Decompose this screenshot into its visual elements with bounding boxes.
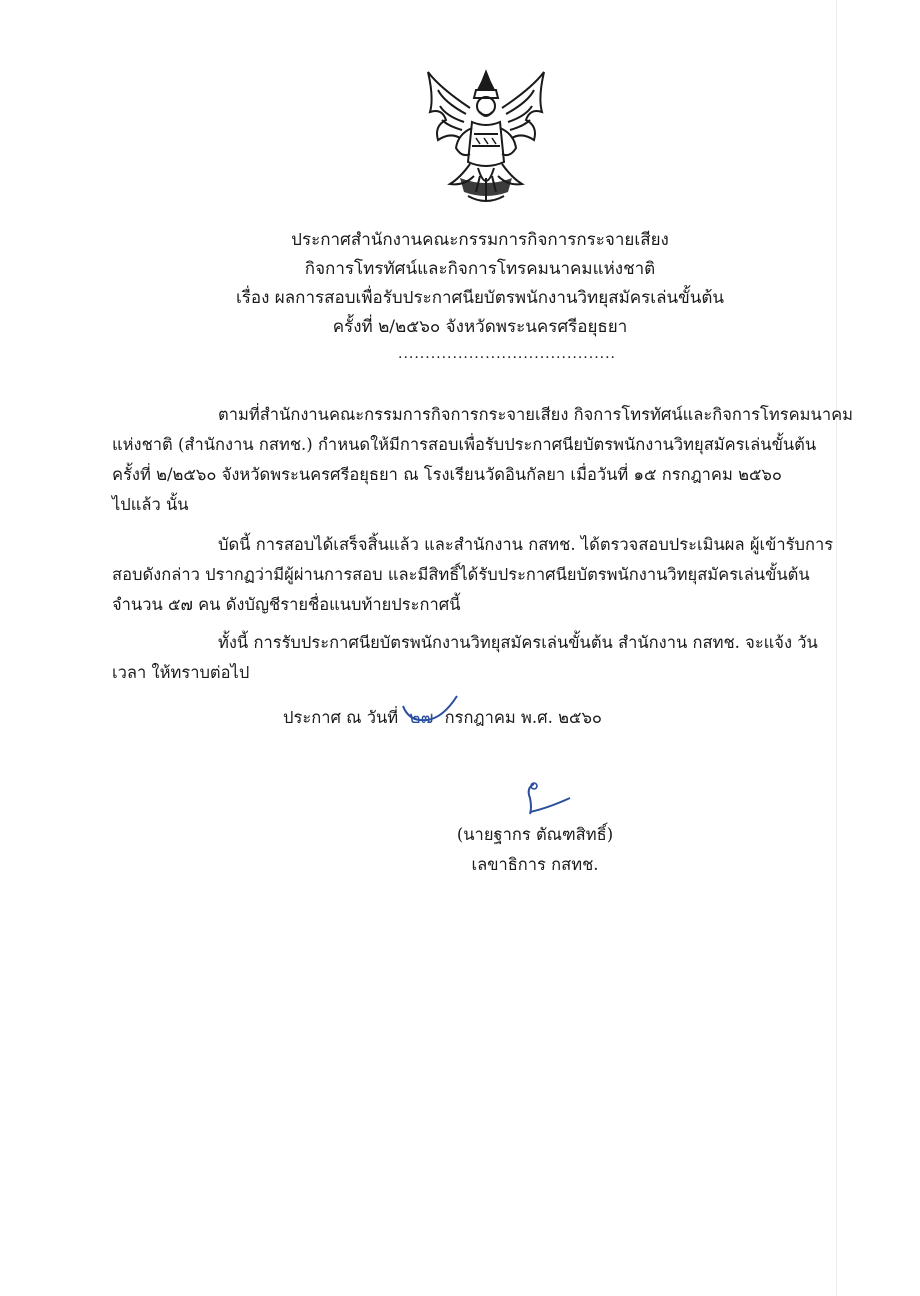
handwritten-stroke-icon [399, 694, 463, 728]
paragraph-line: บัดนี้ การสอบได้เสร็จสิ้นแล้ว และสำนักงาน กสทช. ได้ตรวจสอบประเมินผล ผู้เข้ารับการ [218, 535, 834, 554]
signer-block [430, 820, 640, 880]
paragraph-1 [112, 400, 853, 520]
title-separator: ........................................ [398, 346, 617, 362]
handwritten-day: ๒๗ [405, 704, 437, 731]
paragraph-2 [112, 530, 834, 620]
scan-edge-line [836, 0, 837, 1296]
watermark-strip [884, 300, 914, 1060]
paragraph-line: ทั้งนี้ การรับประกาศนียบัตรพนักงานวิทยุสมัครเล่นขั้นต้น สำนักงาน กสทช. จะแจ้ง วัน [218, 633, 818, 652]
title-line-1: ประกาศสำนักงานคณะกรรมการกิจการกระจายเสียง [291, 230, 669, 250]
document-title [180, 226, 780, 342]
paragraph-3 [112, 628, 834, 688]
paragraph-line: ไปแล้ว นั้น [112, 495, 189, 514]
announcement-suffix: กรกฎาคม พ.ศ. ๒๕๖๐ [444, 708, 602, 727]
signature-icon [520, 778, 580, 818]
signer-position: เลขาธิการ กสทช. [471, 855, 599, 874]
paragraph-line: สอบดังกล่าว ปรากฏว่ามีผู้ผ่านการสอบ และมีสิทธิ์ได้รับประกาศนียบัตรพนักงานวิทยุสมัครเล่นขั้นต้น [112, 565, 810, 584]
garuda-emblem-icon [420, 68, 552, 208]
announcement-date [283, 704, 703, 731]
paragraph-line: จำนวน ๕๗ คน ดังบัญชีรายชื่อแนบท้ายประกาศนี้ [112, 595, 461, 614]
title-line-3: เรื่อง ผลการสอบเพื่อรับประกาศนียบัตรพนักงานวิทยุสมัครเล่นขั้นต้น [235, 288, 725, 308]
title-line-2: กิจการโทรทัศน์และกิจการโทรคมนาคมแห่งชาติ [304, 259, 656, 279]
paragraph-line: แห่งชาติ (สำนักงาน กสทช.) กำหนดให้มีการสอบเพื่อรับประกาศนียบัตรพนักงานวิทยุสมัครเล่นขั้นต้น [112, 435, 817, 454]
paragraph-line: ตามที่สำนักงานคณะกรรมการกิจการกระจายเสียง กิจการโทรทัศน์และกิจการโทรคมนาคม [218, 405, 853, 424]
announcement-prefix: ประกาศ ณ วันที่ [283, 708, 399, 727]
paragraph-line: ครั้งที่ ๒/๒๕๖๐ จังหวัดพระนครศรีอยุธยา ณ โรงเรียนวัดอินกัลยา เมื่อวันที่ ๑๕ กรกฎาคม ๒๕๖๐ [112, 465, 782, 484]
title-line-4: ครั้งที่ ๒/๒๕๖๐ จังหวัดพระนครศรีอยุธยา [332, 317, 628, 337]
signer-name: (นายฐากร ตัณฑสิทธิ์) [456, 825, 614, 844]
paragraph-line: เวลา ให้ทราบต่อไป [112, 663, 250, 682]
